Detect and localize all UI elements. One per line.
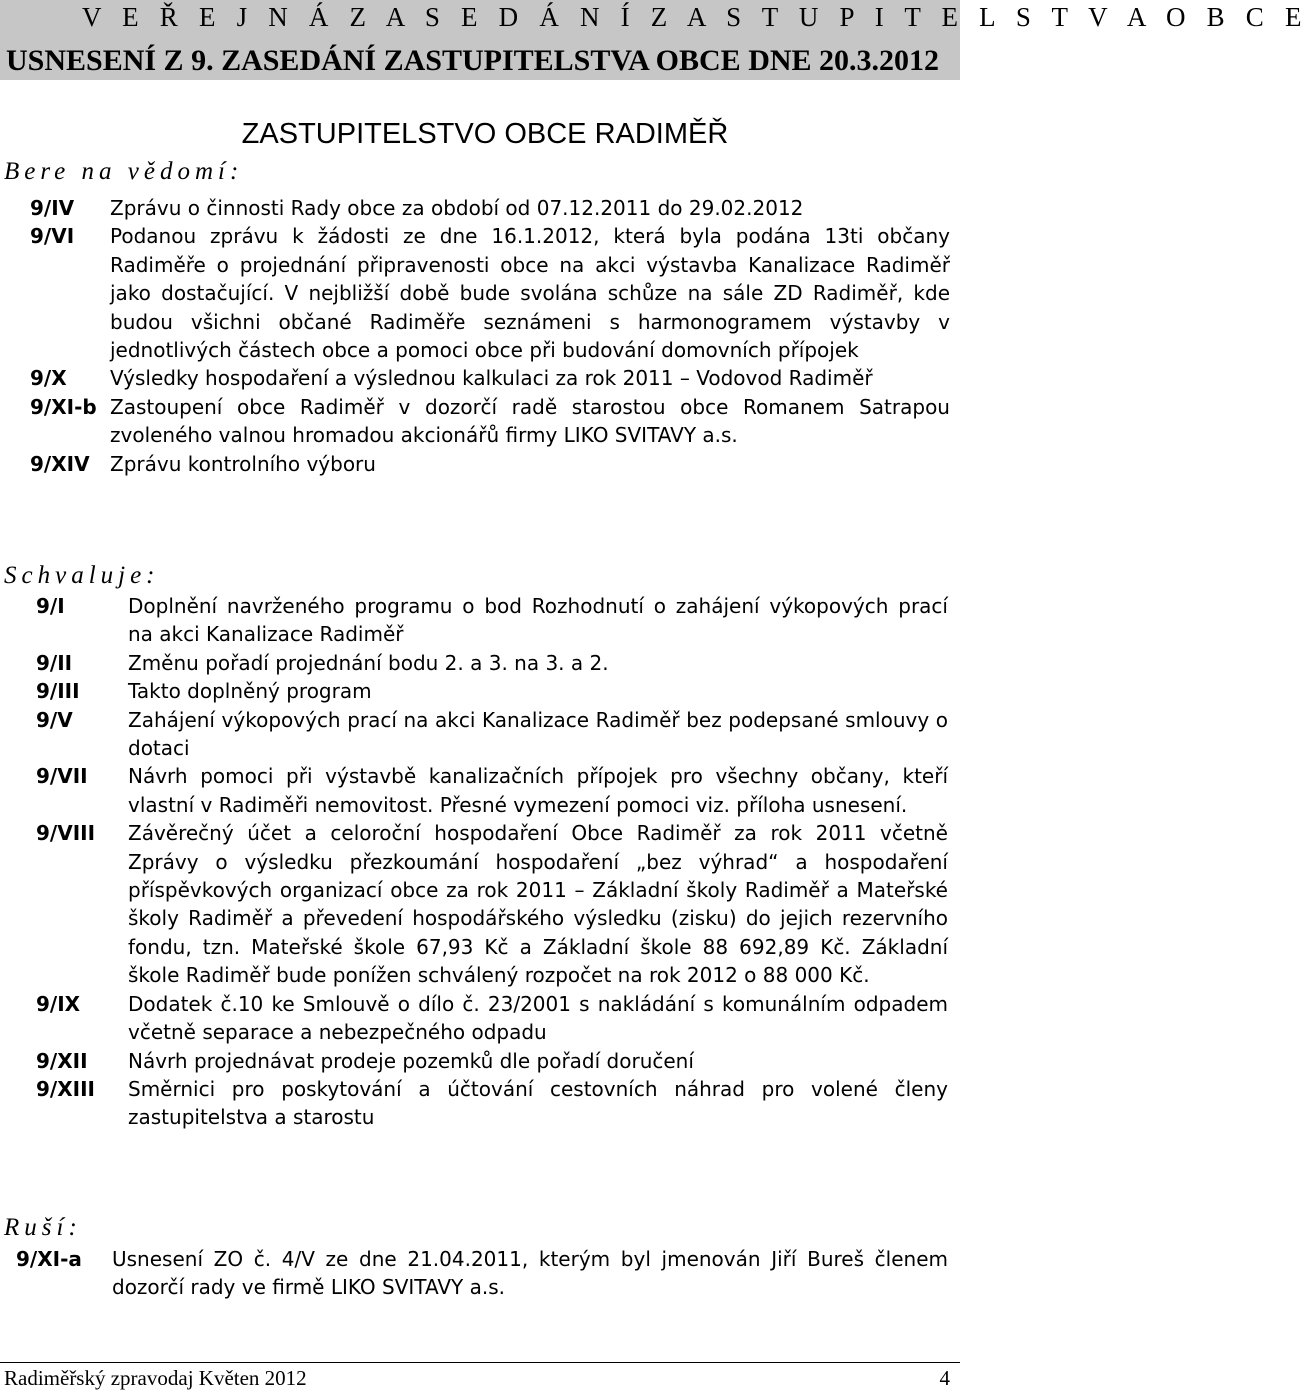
header-line1: V E Ř E J N Á Z A S E D Á N Í Z A S T U P I T E L S T V A O B C E <box>82 2 1309 32</box>
item-text: Závěrečný účet a celoroční hospodaření Obce Radiměř za rok 2011 včetně Zprávy o výsledku přezkoumání hospodaření „bez výhrad“ a hospodaření příspěvkových organizací obce za rok 2011 – Základní školy Radiměř a Mateřské školy Radiměř a převedení hospodářského výsledku (zisku) do jejich rezervního fondu, tzn. Mateřské škole 67,93 Kč a Základní škole 88 692,89 Kč. Základní škole Radiměř bude ponížen schválený rozpočet na rok 2012 o 88 000 Kč. <box>128 821 948 988</box>
item-code: 9/I <box>36 594 65 618</box>
list-item <box>0 194 960 222</box>
item-code: 9/III <box>36 679 80 704</box>
item-code: 9/V <box>36 707 73 732</box>
item-text: Návrh pomoci při výstavbě kanalizačních přípojek pro všechny občany, kteří vlastní v Radiměři nemovitost. Přesné vymezení pomoci viz. příloha usnesení. <box>128 764 948 817</box>
item-code: 9/VI <box>30 224 75 249</box>
section-bere <box>0 194 960 478</box>
list-item <box>0 592 960 649</box>
item-text: Výsledky hospodaření a výslednou kalkulaci za rok 2011 – Vodovod Radiměř <box>110 366 873 391</box>
list-item <box>0 819 960 989</box>
list-item <box>0 364 960 392</box>
item-text: Směrnici pro poskytování a účtování cestovních náhrad pro volené členy zastupitelstva a starostu <box>128 1076 948 1130</box>
item-code: 9/IV <box>30 196 75 220</box>
section-schvaluje <box>0 592 960 1132</box>
item-text: Podanou zprávu k žádosti ze dne 16.1.2012, která byla podána 13ti občany Radiměře o projednání připravenosti obce na akci výstavba Kanalizace Radiměř jako dostačující. V nejbližší době bude svolána schůze na sále ZD Radiměř, kde budou všichni občané Radiměře seznámeni s harmonogramem výstavby v jednotlivých částech obce a pomoci obce při budování domovních přípojek <box>110 224 950 363</box>
list-item <box>0 1047 960 1075</box>
page-number: 4 <box>939 1366 950 1390</box>
item-text: Doplnění navrženého programu o bod Rozhodnutí o zahájení výkopových prací na akci Kanalizace Radiměř <box>128 594 948 647</box>
item-code: 9/IX <box>36 991 81 1016</box>
item-code: 9/XI-b <box>30 394 97 419</box>
item-text: Dodatek č.10 ke Smlouvě o dílo č. 23/2001 s nakládání s komunálním odpadem včetně separace a nebezpečného odpadu <box>128 991 948 1045</box>
section-label-bere: Bere na vědomí: <box>4 158 244 185</box>
item-code: 9/VII <box>36 764 88 789</box>
list-item <box>0 677 960 705</box>
list-item <box>0 222 960 364</box>
list-item <box>0 649 960 677</box>
list-item <box>0 1075 960 1132</box>
footer-publication: Radiměřský zpravodaj Květen 2012 <box>4 1366 307 1390</box>
footer-divider <box>0 1362 960 1363</box>
list-item <box>0 706 960 763</box>
list-item <box>0 1245 960 1302</box>
section-label-rusi: Ruší: <box>4 1214 82 1241</box>
item-text: Zprávu o činnosti Rady obce za období od 07.12.2011 do 29.02.2012 <box>110 196 804 220</box>
item-text: Zprávu kontrolního výboru <box>110 451 376 476</box>
list-item <box>0 762 960 819</box>
header-banner <box>0 0 1309 80</box>
item-code: 9/XIV <box>30 451 90 476</box>
item-text: Usnesení ZO č. 4/V ze dne 21.04.2011, kterým byl jmenován Jiří Bureš členem dozorčí rady ve firmě LIKO SVITAVY a.s. <box>112 1247 948 1300</box>
section-label-schvaluje: Schvaluje: <box>4 562 160 589</box>
list-item <box>0 450 960 478</box>
item-text: Zastoupení obce Radiměř v dozorčí radě starostou obce Romanem Satrapou zvoleného valnou hromadou akcionářů firmy LIKO SVITAVY a.s. <box>110 394 950 448</box>
item-text: Změnu pořadí projednání bodu 2. a 3. na 3. a 2. <box>128 650 609 675</box>
item-code: 9/XI-a <box>16 1247 82 1271</box>
item-text: Návrh projednávat prodeje pozemků dle pořadí doručení <box>128 1048 694 1073</box>
item-code: 9/VIII <box>36 821 96 846</box>
page-title: ZASTUPITELSTVO OBCE RADIMĚŘ <box>241 118 729 150</box>
item-text: Takto doplněný program <box>128 679 372 704</box>
item-code: 9/II <box>36 650 73 675</box>
item-code: 9/XII <box>36 1048 88 1073</box>
item-text: Zahájení výkopových prací na akci Kanalizace Radiměř bez podepsané smlouvy o dotaci <box>128 707 948 761</box>
section-rusi <box>0 1245 960 1302</box>
item-code: 9/XIII <box>36 1076 95 1101</box>
item-code: 9/X <box>30 366 67 391</box>
header-line2: USNESENÍ Z 9. ZASEDÁNÍ ZASTUPITELSTVA OBCE DNE 20.3.2012 <box>6 44 940 77</box>
list-item <box>0 990 960 1047</box>
list-item <box>0 393 960 450</box>
